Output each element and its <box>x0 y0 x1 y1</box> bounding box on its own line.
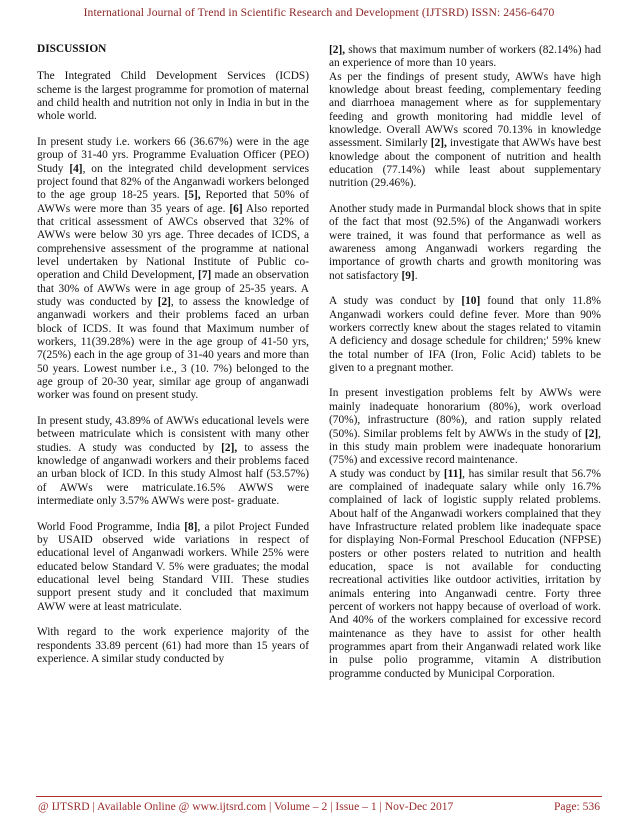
text-run: In present study, 43.89% of AWWs educational levels were between matriculate which is consistent with many other studies. A study was conducted by <box>37 414 309 454</box>
citation: [2], <box>221 441 238 454</box>
page-number: Page: 536 <box>553 800 600 813</box>
text-run: Reported that 50% of AWWs were more than 35 years of age. <box>37 189 309 215</box>
paragraph-problems <box>329 387 601 681</box>
section-heading-discussion: DISCUSSION <box>37 43 107 55</box>
text-run: , to assess the knowledge of anganwadi workers and their problems faced an urban block of ICDS. It was found that Maximum number of workers, 11(39.28%) were in the age group of 41-50 yrs, 7(25%) each in the age group of 31-40 years and more than 50 years. Lowest number i.e., 3 (10. 7%) belonged to the age group of 20-30 year, similar age group of anganwadi worker was found on present study. <box>37 296 310 402</box>
citation: [9] <box>401 269 415 282</box>
paragraph-purmandal <box>329 203 601 283</box>
text-run: As per the findings of present study, AWWs have high knowledge about breast feeding, complementary feeding and diarrhoea management where as for supplementary feeding and growth monitoring had middle level of knowledge. Overall AWWs scored 70.13% in knowledge assessment. Similarly <box>329 70 601 150</box>
text-run: investigate that AWWs have best knowledge about the component of nutrition and health education (77.14%) while least about supplementary nutrition (29.46%). <box>329 137 601 190</box>
citation: [2] <box>584 427 599 440</box>
text-run: , has similar result that 56.7% are complained of inadequate salary while only 16.7% complained of lack of logistic supply related problems. About half of the Anganwadi workers complained that they have Infrastructure related problem like inadequate space for displaying Non-Formal Preschool Education (NFPSE) posters or other posters related to nutrition and health education, space is not available for conducting recreational activities like outdoor activities, irritation by animals entering into Anganwadi centre. Forty three percent of workers not happy because of overload of work. And 40% of the workers complained for excessive record maintenance as they have to assist for other health programmes apart from their Anganwadi related work like in pulse polio programme, vitamin A distribution programme conducted by Municipal Corporation. <box>329 467 601 680</box>
text-run: to assess the knowledge of anganwadi workers and their problems faced an urban block of ICD. In this study Almost half (53.57%) of AWWs were matriculate.16.5% AWWS were intermediate only 3.57% AWWs were post- graduate. <box>37 441 309 508</box>
text-run: shows that maximum number of workers (82.14%) had an experience of more than 10 years. <box>329 44 601 70</box>
citation: [7] <box>198 269 212 282</box>
text-run: In present study i.e. workers 66 (36.67%) were in the age group of 31-40 yrs. Programme Evaluation Officer (PEO) Study <box>37 135 309 175</box>
text-run: made an observation that 30% of AWWs were in age group of 25-35 years. A study was conducted by <box>37 269 309 309</box>
citation: [4] <box>69 162 83 175</box>
text-run: A study was conduct by <box>329 295 462 308</box>
right-column <box>329 44 601 681</box>
citation: [11] <box>443 467 463 480</box>
citation: [6] <box>229 202 243 215</box>
paragraph-knowledge <box>329 44 601 191</box>
citation: [8] <box>184 520 198 533</box>
footer-citation: @ IJTSRD | Available Online @ www.ijtsrd.com | Volume – 2 | Issue – 1 | Nov-Dec 2017 <box>38 800 454 813</box>
citation: [2], <box>329 44 346 56</box>
paragraph-education <box>37 415 309 508</box>
journal-header: International Journal of Trend in Scientific Research and Development (IJTSRD) ISSN: 2456-6470 <box>83 6 555 19</box>
citation: [2] <box>157 296 171 309</box>
text-run: In present investigation problems felt by AWWs were mainly inadequate honorarium (80%), work overload (70%), infrastructure (80%), and ration supply related (50%). Similar problems felt by AWWs in the study of <box>329 387 601 440</box>
citation: [5], <box>184 189 201 202</box>
paragraph-icds-intro: The Integrated Child Development Services (ICDS) scheme is the largest programme for promotion of maternal and child health and nutrition not only in India in but in the whole world. <box>37 70 309 123</box>
citation: [10] <box>461 295 481 308</box>
text-run: . <box>414 269 418 282</box>
text-run: World Food Programme, India <box>37 520 185 533</box>
citation: [2], <box>430 137 447 150</box>
paragraph-work-experience: With regard to the work experience majority of the respondents 33.89 percent (61) had more than 15 years of experience. A similar study conducted by <box>37 626 309 665</box>
text-run: , on the integrated child development services project found that 82% of the Anganwadi workers belonged to the age group 18-25 years. <box>37 162 310 202</box>
paragraph-world-food-programme <box>37 521 309 614</box>
text-run: , a pilot Project Funded by USAID observed wide variations in respect of educational level of Anganwadi workers. While 25% were educated below Standard V. 5% were graduates; the modal educational level being Standard VIII. These studies support present study and it concluded that maximum AWW were at least matriculate. <box>37 520 309 613</box>
text-run: Also reported that critical assessment of AWCs observed that 32% of AWWs were below 30 yrs age. Three decades of ICDS, a comprehensive assessment of the programme at national level undertaken by National Institute of Public co-operation and Child Development, <box>37 202 309 282</box>
paragraph-fever-study <box>329 295 601 375</box>
paragraph-age-group <box>37 136 309 403</box>
text-run: , in this study main problem were inadequate honorarium (75%) and excessive record maintenance. <box>329 427 601 467</box>
text-run: A study was conduct by <box>329 467 444 480</box>
text-run: found that only 11.8% Anganwadi workers could define fever. More than 90% workers correctly knew about the stages related to vitamin A deficiency and dosage schedule for children;' 59% knew the total number of IFA (Iron, Folic Acid) tablets to be given to a pregnant mother. <box>329 295 601 374</box>
left-column <box>37 43 309 666</box>
footer-rule <box>36 796 602 797</box>
text-run: Another study made in Purmandal block shows that in spite of the fact that most (92.5%) of the Anganwadi workers were trained, it was found that performance as well as awareness among Anganwadi workers regarding the importance of growth charts and growth monitoring was not satisfactory <box>329 202 601 282</box>
